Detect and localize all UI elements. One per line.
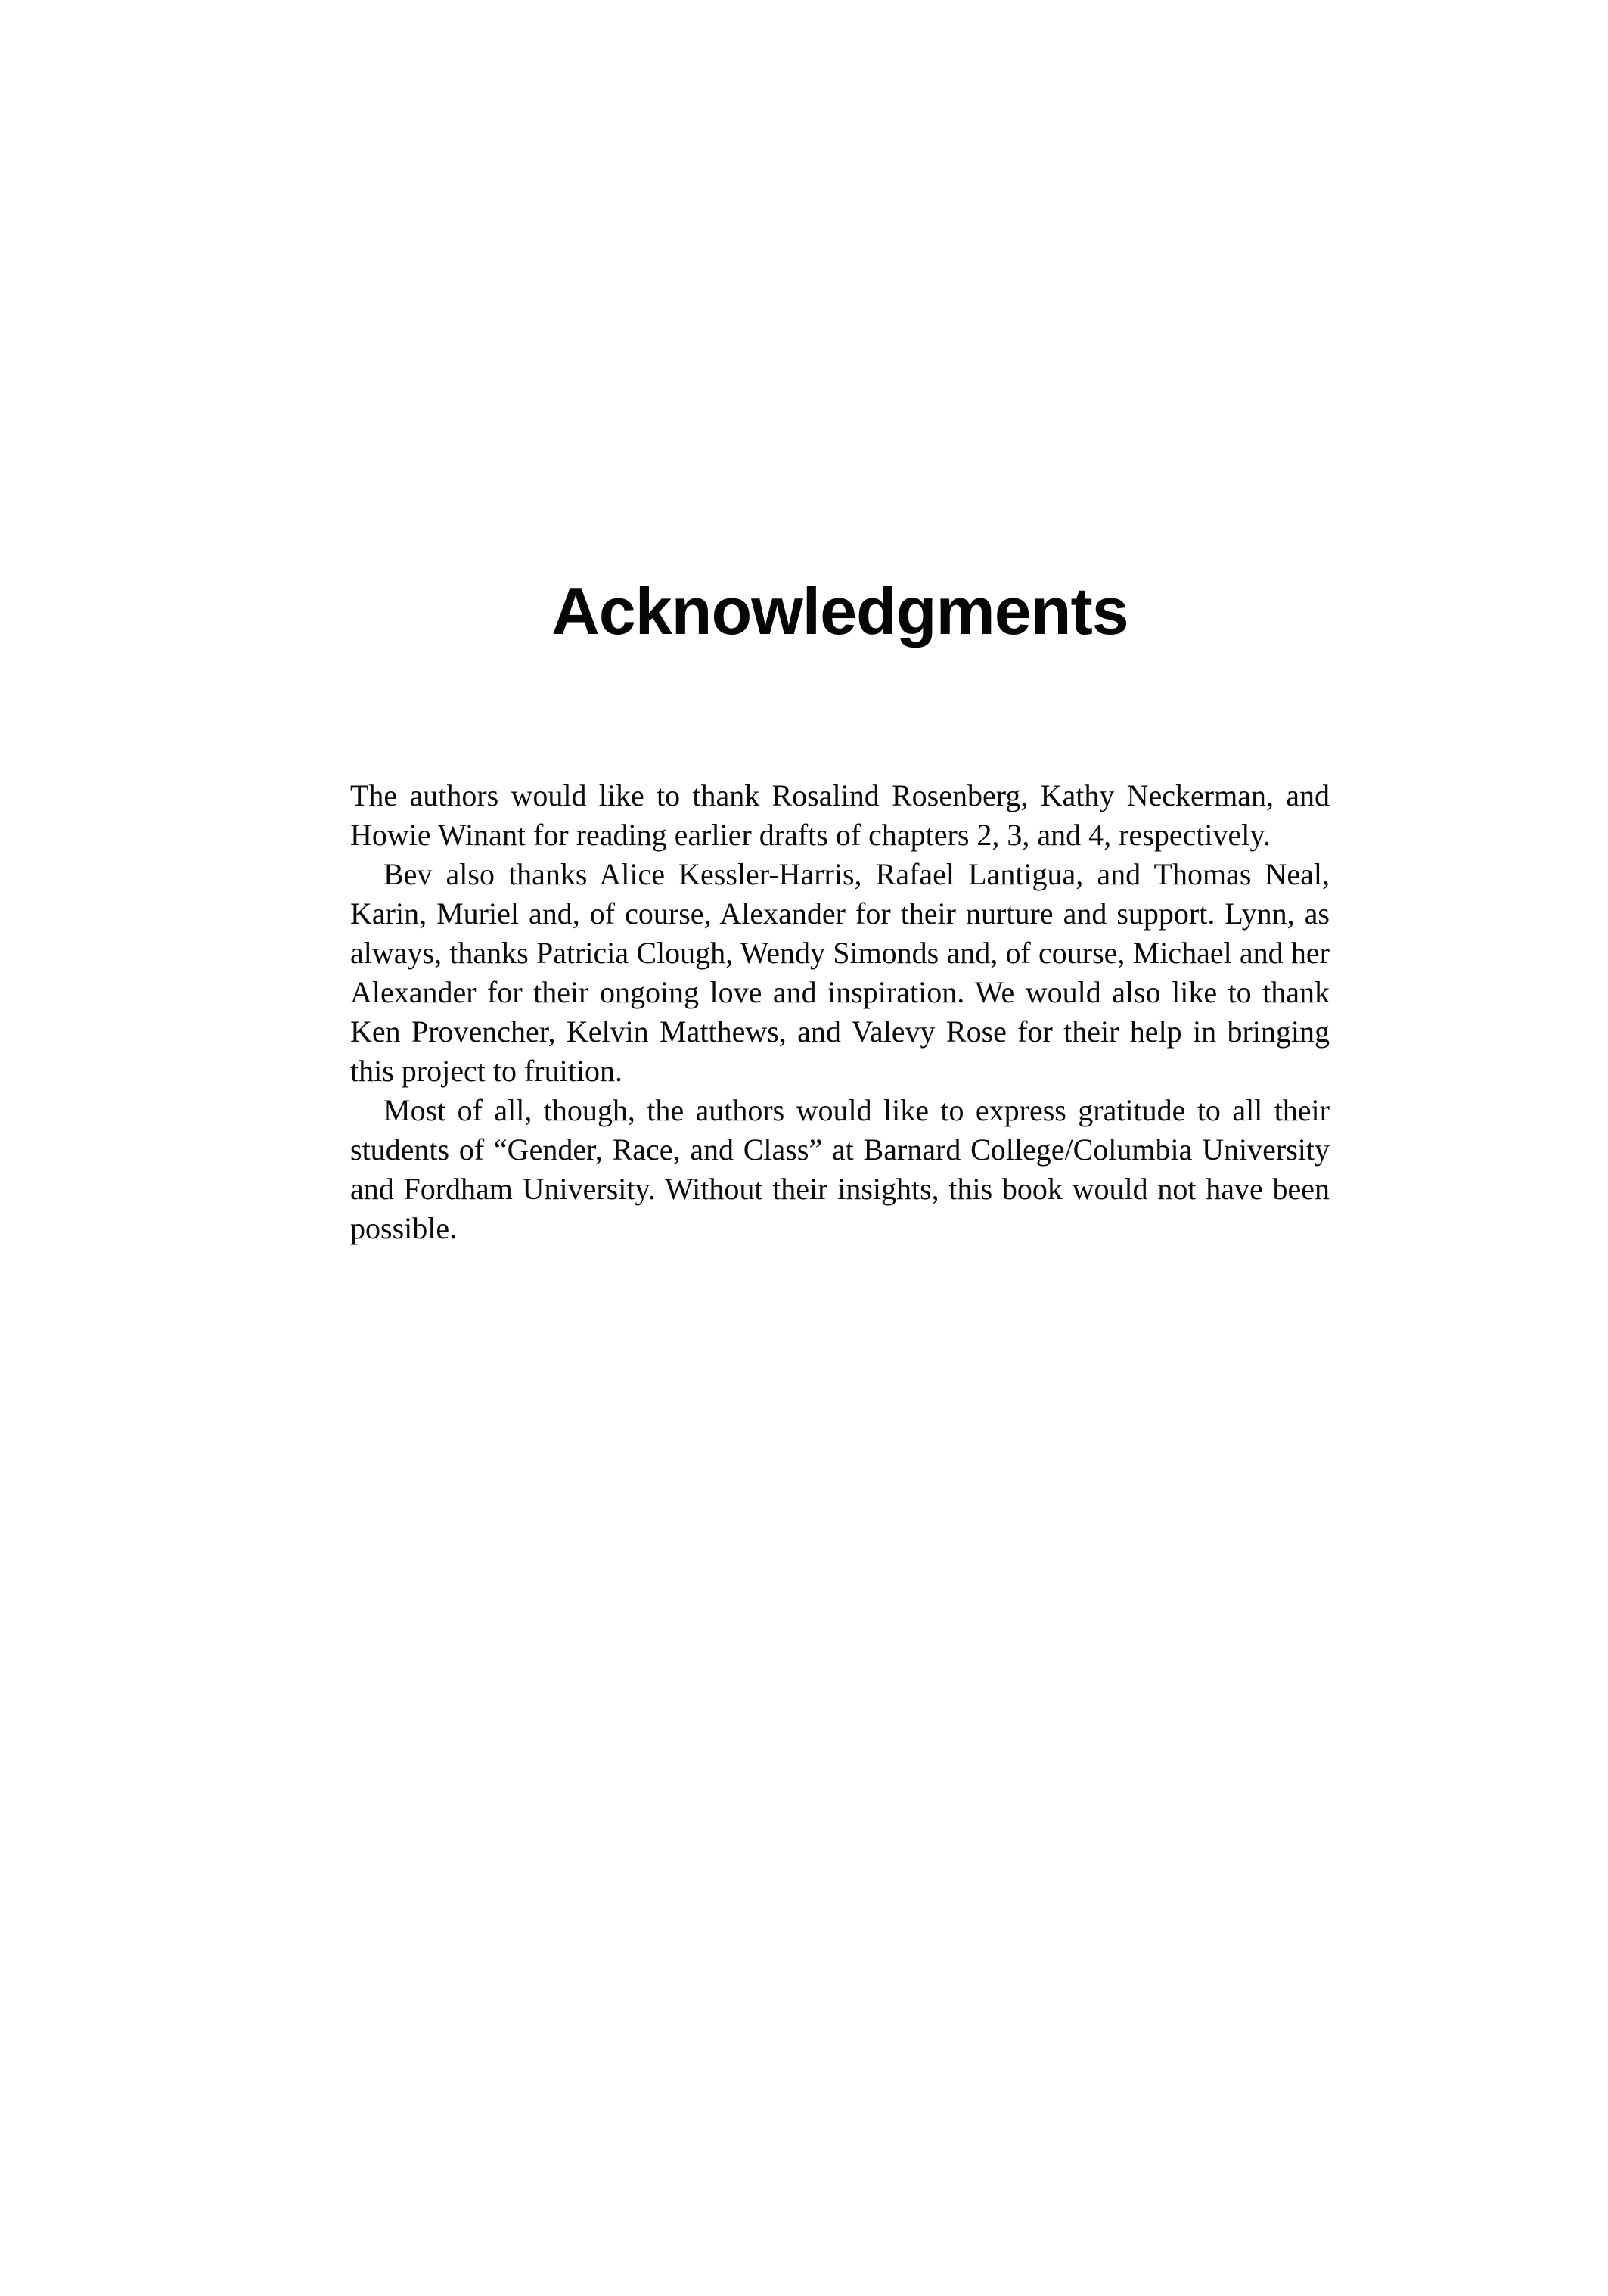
body-paragraph: The authors would like to thank Rosalind Rosenberg, Kathy Neckerman, and Howie Winant for reading earlier drafts of chapters 2, 3, and 4, respectively. <box>350 778 1330 852</box>
body-paragraph: Most of all, though, the authors would like to express gratitude to all their students of “Gender, Race, and Class” at Barnard College/Columbia University and Fordham University. Without their insights, this book would not have been possible. <box>350 1093 1330 1245</box>
page-title: Acknowledgments <box>551 573 1128 648</box>
acknowledgments-text <box>350 776 1330 1248</box>
body-paragraph: Bev also thanks Alice Kessler-Harris, Rafael Lantigua, and Thomas Neal, Karin, Muriel and, of course, Alexander for their nurture and support. Lynn, as always, thanks Patricia Clough, Wendy Simonds and, of course, Michael and her Alexander for their ongoing love and inspiration. We would also like to thank Ken Provencher, Kelvin Matthews, and Valevy Rose for their help in bringing this project to fruition. <box>350 857 1330 1088</box>
